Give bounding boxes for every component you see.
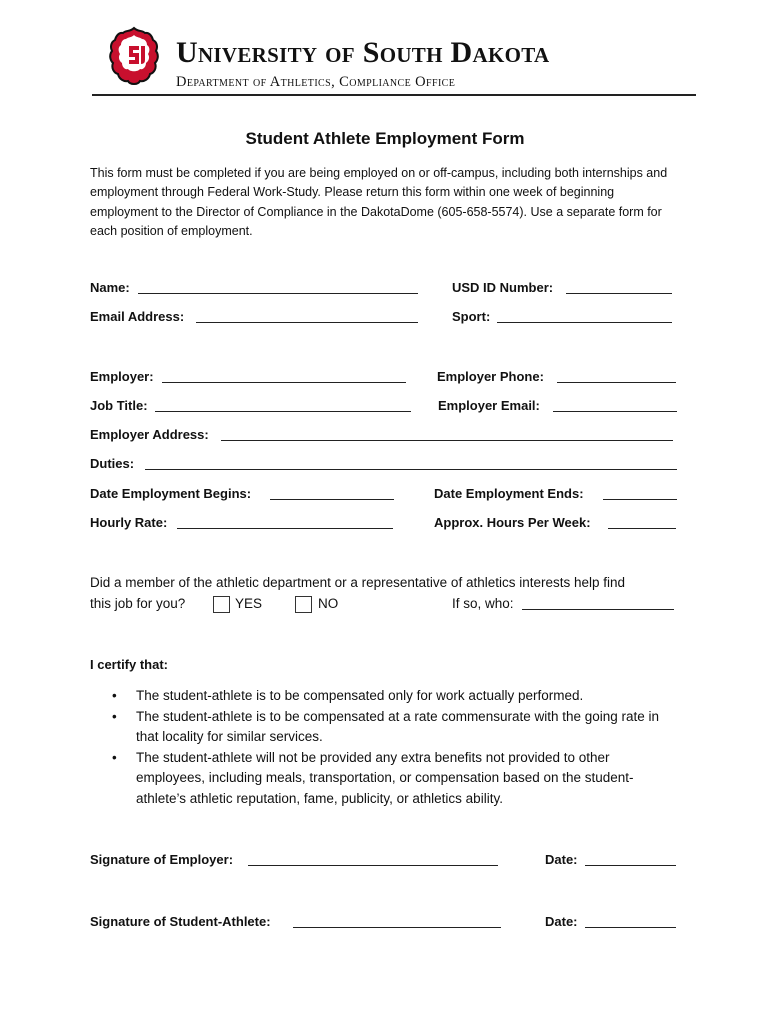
student-signature-label: Signature of Student-Athlete:: [90, 914, 271, 929]
form-intro: This form must be completed if you are being employed on or off-campus, including both internships and employment through Federal Work-Study. Please return this form within one week of beginning employment to the Director of Compliance in the DakotaDome (605-658-5574). Use a separate form for each position of employment.: [90, 166, 668, 238]
header-divider: [92, 94, 696, 96]
email-label: Email Address:: [90, 309, 185, 324]
if-so-who-field[interactable]: [522, 609, 674, 610]
yes-label: YES: [235, 596, 263, 611]
duties-field[interactable]: [145, 469, 677, 470]
employer-field[interactable]: [162, 382, 406, 383]
usd-id-label: USD ID Number:: [452, 280, 554, 295]
usd-id-field[interactable]: [566, 293, 672, 294]
duties-label: Duties:: [90, 456, 135, 471]
sport-field[interactable]: [497, 322, 672, 323]
sport-label: Sport:: [452, 309, 491, 324]
hourly-rate-label: Hourly Rate:: [90, 515, 168, 530]
form-title: Student Athlete Employment Form: [245, 129, 525, 148]
department-name: Department of Athletics, Compliance Office: [176, 74, 456, 90]
date-ends-label: Date Employment Ends:: [434, 486, 584, 501]
certify-list: [112, 686, 672, 809]
employer-email-label: Employer Email:: [438, 398, 540, 413]
employer-signature-label: Signature of Employer:: [90, 852, 234, 867]
if-so-who-label: If so, who:: [452, 596, 514, 611]
usd-paw-logo-icon: [108, 26, 160, 88]
question-text-line1: Did a member of the athletic department or a representative of athletics interests help find: [90, 575, 626, 590]
hourly-rate-field[interactable]: [177, 528, 393, 529]
approx-hours-label: Approx. Hours Per Week:: [434, 515, 591, 530]
employer-signature-field[interactable]: [248, 865, 498, 866]
employer-address-field[interactable]: [221, 440, 673, 441]
certify-item: • The student-athlete will not be provided any extra benefits not provided to other employees, including meals, transportation, or compensation based on the student-athlete’s athletic reputation, fame, publicity, or athletics ability.: [112, 748, 672, 810]
date2-field[interactable]: [585, 927, 676, 928]
university-name: University of South Dakota: [176, 36, 550, 69]
certify-heading: I certify that:: [90, 657, 169, 672]
employer-email-field[interactable]: [553, 411, 677, 412]
no-label: NO: [318, 596, 339, 611]
no-checkbox[interactable]: [295, 596, 312, 613]
certify-item: • The student-athlete is to be compensated only for work actually performed.: [112, 686, 672, 707]
name-label: Name:: [90, 280, 130, 295]
certify-item: • The student-athlete is to be compensated at a rate commensurate with the going rate in that locality for similar services.: [112, 707, 672, 748]
name-field[interactable]: [138, 293, 418, 294]
date-begins-field[interactable]: [270, 499, 394, 500]
employer-address-label: Employer Address:: [90, 427, 209, 442]
approx-hours-field[interactable]: [608, 528, 676, 529]
employer-phone-field[interactable]: [557, 382, 676, 383]
date-ends-field[interactable]: [603, 499, 677, 500]
job-title-label: Job Title:: [90, 398, 148, 413]
student-signature-field[interactable]: [293, 927, 501, 928]
employer-label: Employer:: [90, 369, 154, 384]
date-begins-label: Date Employment Begins:: [90, 486, 252, 501]
job-title-field[interactable]: [155, 411, 411, 412]
employer-phone-label: Employer Phone:: [437, 369, 544, 384]
date1-label: Date:: [545, 852, 578, 867]
question-text-line2: this job for you?: [90, 596, 186, 611]
email-field[interactable]: [196, 322, 418, 323]
date1-field[interactable]: [585, 865, 676, 866]
date2-label: Date:: [545, 914, 578, 929]
yes-checkbox[interactable]: [213, 596, 230, 613]
